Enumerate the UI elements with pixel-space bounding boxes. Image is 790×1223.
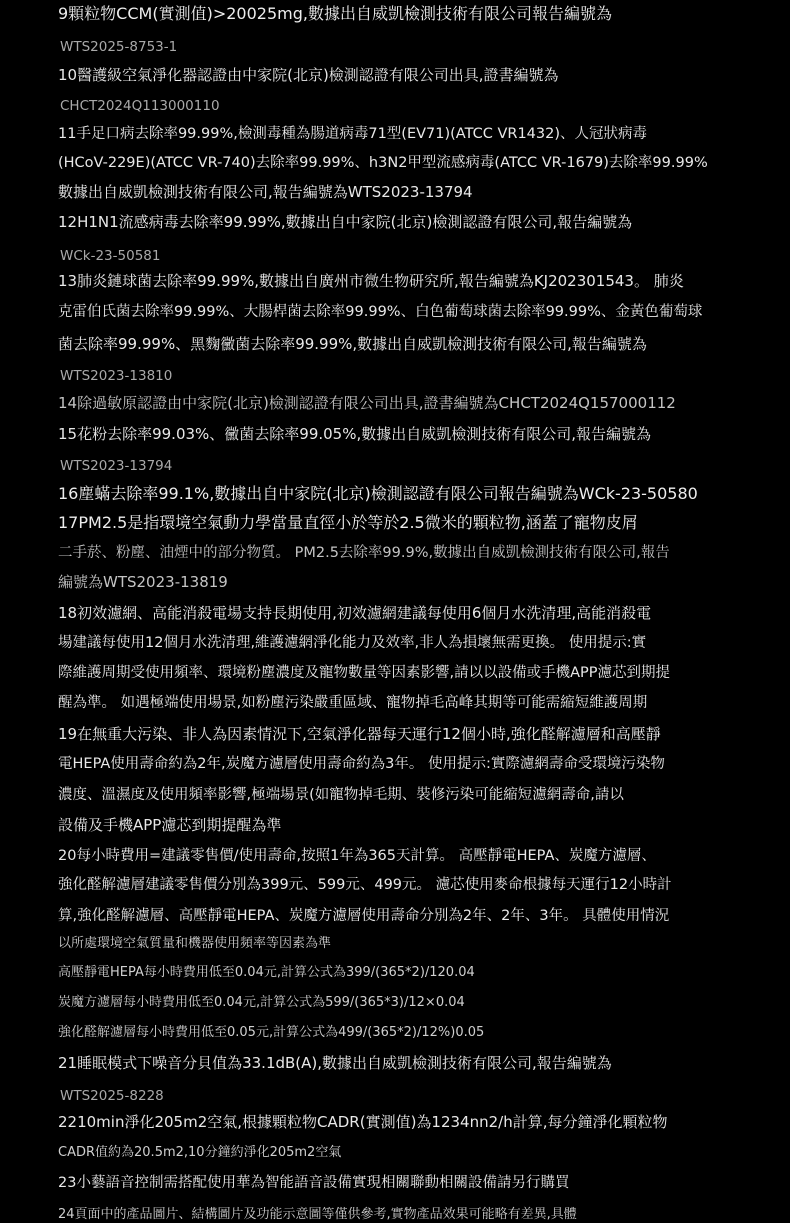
footnote-11-line-1: 11手足口病去除率99.99%,檢測毒種為腸道病毒71型(EV71)(ATCC VR1432)、人冠狀病毒 [58,126,648,142]
footnote-10-line-1: 10醫護級空氣淨化器認證由中家院(北京)檢測認證有限公司出具,證書編號為 [58,66,559,84]
footnote-13-line-2: 克雷伯氏菌去除率99.99%、大腸桿菌去除率99.99%、白色葡萄球菌去除率99.99%、金黃色葡萄球 [58,304,703,320]
footnote-9-report-number: WTS2025-8753-1 [60,39,178,55]
footnote-20-line-4: 以所處環境空氣質量和機器使用頻率等因素為準 [58,936,332,951]
footnote-20-line-3: 算,強化醛解濾層、高壓靜電HEPA、炭魔方濾層使用壽命分別為2年、2年、3年。 具體使用情況 [58,908,670,924]
footnote-12-line-1: 12H1N1流感病毒去除率99.99%,數據出自中家院(北京)檢測認證有限公司,報告編號為 [58,213,633,231]
footnote-20-carbon-cost: 炭魔方濾層每小時費用低至0.04元,計算公式為599/(365*3)/12×0.04 [58,995,465,1010]
footnote-10-certificate-number: CHCT2024Q113000110 [60,98,220,114]
footnote-23-line-1: 23小藝語音控制需搭配使用華為智能語音設備實現相關聯動相關設備請另行購買 [58,1175,570,1191]
footnote-11-line-2: (HCoV-229E)(ATCC VR-740)去除率99.99%、h3N2甲型流感病毒(ATCC VR-1679)去除率99.99% [58,155,708,171]
footnote-14-line-1: 14除過敏原認證由中家院(北京)檢測認證有限公司出具,證書編號為CHCT2024Q157000112 [58,394,676,412]
footnote-13-report-number: WTS2023-13810 [60,368,173,384]
footnote-13-line-3: 菌去除率99.99%、黑麴黴菌去除率99.99%,數據出自威凱檢測技術有限公司,報告編號為 [58,335,647,353]
footnote-18-line-3: 際維護周期受使用頻率、環境粉塵濃度及寵物數量等因素影響,請以以設備或手機APP濾芯到期提 [58,665,671,681]
footnote-13-line-1: 13肺炎鏈球菌去除率99.99%,數據出自廣州市微生物研究所,報告編號為KJ202301543。 肺炎 [58,272,684,290]
footnote-19-line-1: 19在無重大污染、非人為因素情況下,空氣淨化器每天運行12個小時,強化醛解濾層和高壓靜 [58,725,661,743]
footnote-22-line-2: CADR值約為20.5m2,10分鐘約淨化205m2空氣 [58,1145,342,1160]
footnote-17-line-1: 17PM2.5是指環境空氣動力學當量直徑小於等於2.5微米的顆粒物,涵蓋了寵物皮屑 [58,513,638,532]
footnote-20-hepa-cost: 高壓靜電HEPA每小時費用低至0.04元,計算公式為399/(365*2)/120.04 [58,965,475,980]
footnote-20-formaldehyde-cost: 強化醛解濾層每小時費用低至0.05元,計算公式為499/(365*2)/12%)0.05 [58,1025,485,1040]
footnote-22-line-1: 2210min淨化205m2空氣,根據顆粒物CADR(實測值)為1234nn2/h計算,每分鐘淨化顆粒物 [58,1113,668,1131]
footnote-19-line-3: 濃度、溫濕度及使用頻率影響,極端場景(如寵物掉毛期、裝修污染可能縮短濾網壽命,請以 [58,787,624,803]
footnote-24-line-1: 24頁面中的產品圖片、結構圖片及功能示意圖等僅供參考,實物產品效果可能略有差異,具體 [58,1207,577,1222]
footnote-21-line-1: 21睡眠模式下噪音分貝值為33.1dB(A),數據出自威凱檢測技術有限公司,報告編號為 [58,1054,612,1072]
footnote-19-line-4: 設備及手機APP濾芯到期提醒為準 [58,816,282,834]
footnote-16-line-1: 16塵蟎去除率99.1%,數據出自中家院(北京)檢測認證有限公司報告編號為WCk-23-50580 [58,484,698,503]
footnote-19-line-2: 電HEPA使用壽命約為2年,炭魔方濾層使用壽命約為3年。 使用提示:實際濾網壽命受環境污染物 [58,756,665,772]
footnote-9-line-1: 9顆粒物CCM(實測值)>20025mg,數據出自威凱檢測技術有限公司報告編號為 [58,4,612,23]
footnote-18-line-1: 18初效濾網、高能消殺電場支持長期使用,初效濾網建議每使用6個月水洗清理,高能消殺電 [58,604,652,622]
footnote-15-report-number: WTS2023-13794 [60,458,173,474]
footnote-15-line-1: 15花粉去除率99.03%、黴菌去除率99.05%,數據出自威凱檢測技術有限公司,報告編號為 [58,425,652,443]
footnote-20-line-1: 20每小時費用=建議零售價/使用壽命,按照1年為365天計算。 高壓靜電HEPA、炭魔方濾層、 [58,848,656,864]
footnote-12-report-number: WCk-23-50581 [60,248,161,264]
footnote-17-line-3: 編號為WTS2023-13819 [58,573,228,591]
footnote-20-line-2: 強化醛解濾層建議零售價分別為399元、599元、499元。 濾芯使用麥命根據每天運行12小時計 [58,877,672,893]
footnote-17-line-2: 二手菸、粉塵、油煙中的部分物質。 PM2.5去除率99.9%,數據出自威凱檢測技術有限公司,報告 [58,545,670,561]
footnote-21-report-number: WTS2025-8228 [60,1088,164,1104]
footnote-18-line-4: 醒為準。 如遇極端使用場景,如粉塵污染嚴重區域、寵物掉毛高峰其期等可能需縮短維護周期 [58,695,648,711]
footnote-11-line-3: 數據出自威凱檢測技術有限公司,報告編號為WTS2023-13794 [58,183,473,201]
footnote-18-line-2: 場建議每使用12個月水洗清理,維護濾網淨化能力及效率,非人為損壞無需更換。 使用提示:實 [58,635,647,651]
